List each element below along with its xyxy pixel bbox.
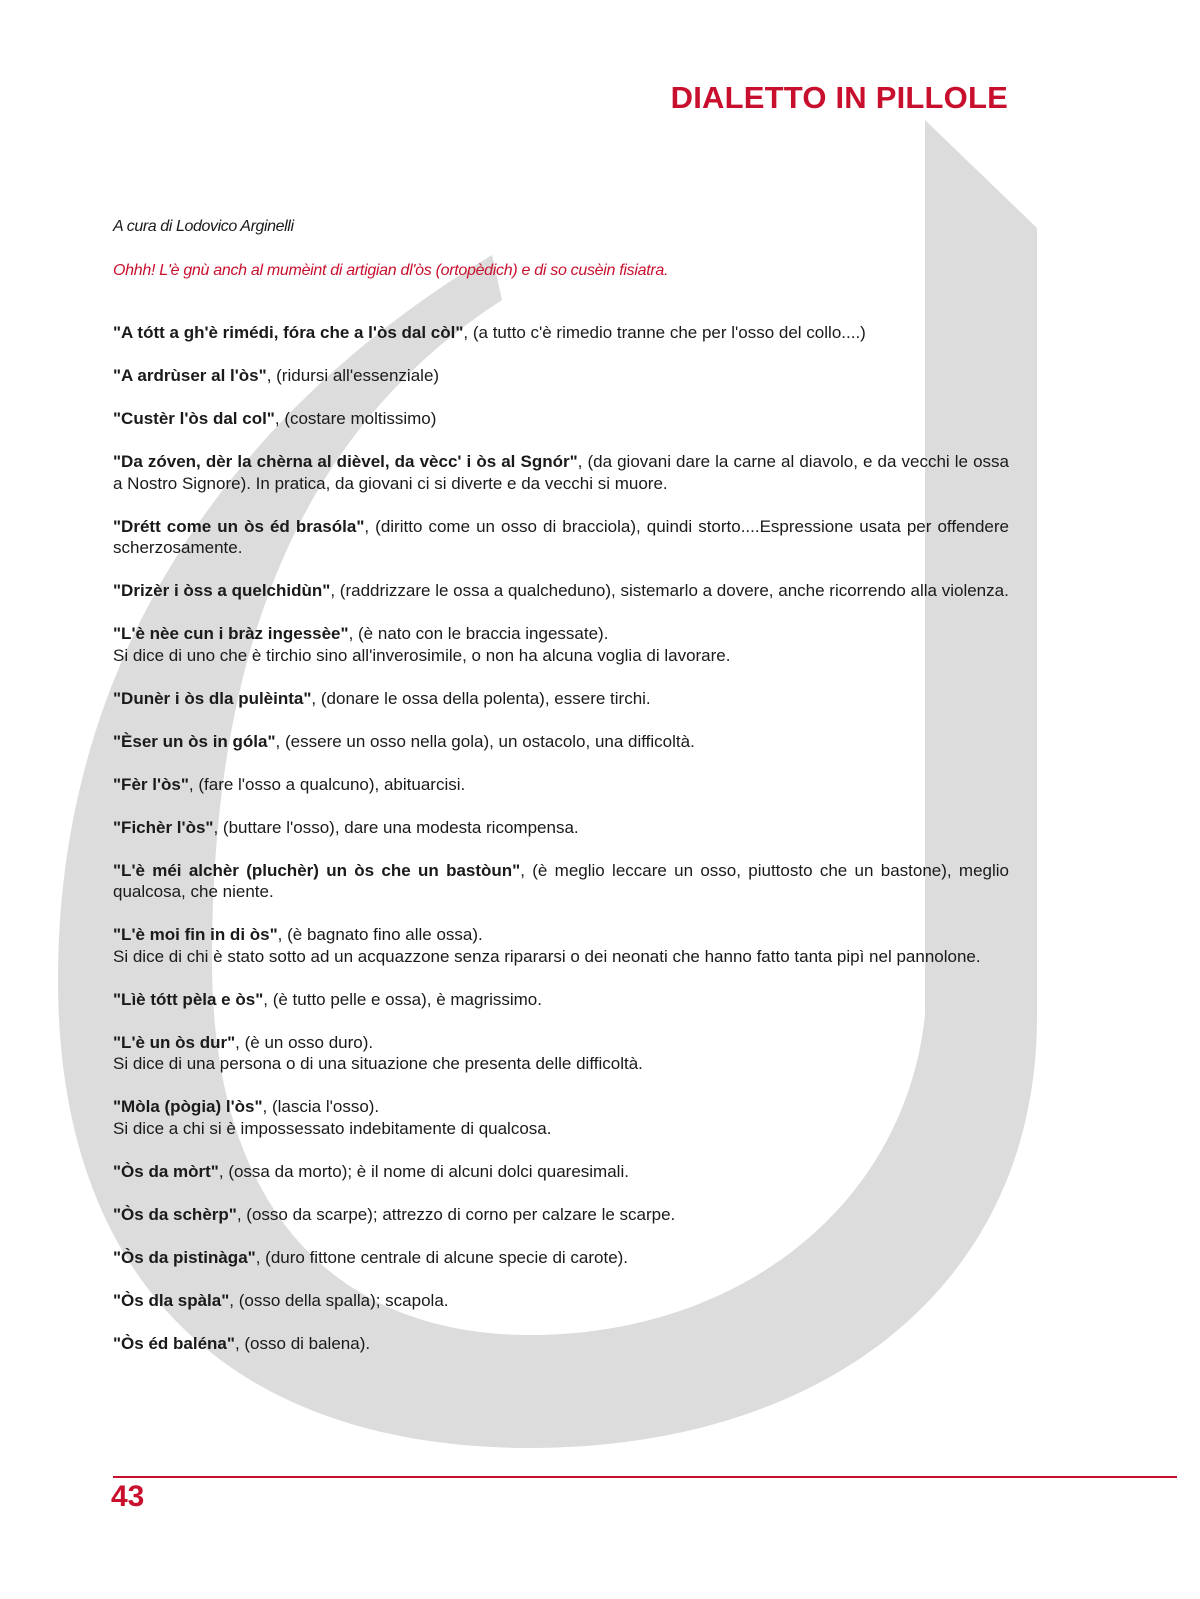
list-item (113, 924, 1009, 967)
list-item (113, 1032, 1009, 1075)
phrase-translation: , (è un osso duro). (235, 1032, 374, 1052)
list-item (113, 1333, 1009, 1355)
phrase-translation: , (osso della spalla); scapola. (229, 1290, 449, 1310)
dialect-phrase: "Dunèr i òs dla pulèinta" (113, 688, 312, 708)
phrase-translation: , (essere un osso nella gola), un ostacolo, una difficoltà. (275, 731, 695, 751)
article-body (113, 218, 1009, 1376)
dialect-phrase: "A ardrùser al l'òs" (113, 366, 267, 385)
list-item (113, 580, 1009, 602)
list-item (113, 408, 1009, 430)
list-item (113, 1204, 1009, 1226)
phrase-translation: , (è nato con le braccia ingessate). (348, 624, 609, 643)
author-line: A cura di Lodovico Arginelli (113, 218, 294, 235)
phrase-translation: , (da giovani dare la carne al diavolo, e da vecchi le ossa a Nostro Signore). In pratica, da giovani ci si diverte e da vecchi si muore. (113, 452, 1009, 493)
dialect-phrase: "Fèr l'òs" (113, 774, 189, 794)
list-item (113, 989, 1009, 1011)
list-item (113, 731, 1009, 753)
phrase-translation: , (è meglio leccare un osso, piuttosto che un bastone), meglio qualcosa, che niente. (113, 860, 1009, 901)
list-item (113, 322, 1009, 344)
phrase-translation: , (a tutto c'è rimedio tranne che per l'osso del collo....) (463, 323, 866, 342)
phrase-explanation: Si dice di chi è stato sotto ad un acquazzone senza ripararsi o dei neonati che hanno fatto tanta pipì nel pannolone. (113, 946, 981, 966)
dialect-phrase: "Fichèr l'òs" (113, 817, 214, 837)
dialect-phrase: "Custèr l'òs dal col" (113, 409, 275, 428)
phrase-explanation: Si dice di una persona o di una situazione che presenta delle difficoltà. (113, 1054, 643, 1073)
dialect-phrase: "Drizèr i òss a quelchidùn" (113, 581, 331, 600)
dialect-phrase: "Lìè tótt pèla e òs" (113, 989, 264, 1009)
list-item (113, 516, 1009, 559)
dialect-phrase: "Òs éd baléna" (113, 1333, 235, 1353)
phrase-explanation: Si dice di uno che è tirchio sino all'inverosimile, o non ha alcuna voglia di lavorare. (113, 645, 731, 665)
dialect-phrase: "Èser un òs in góla" (113, 731, 276, 751)
phrase-translation: , (duro fittone centrale di alcune specie di carote). (255, 1247, 629, 1267)
dialect-phrase: "Da zóven, dèr la chèrna al dièvel, da vècc' i òs al Sgnór" (113, 452, 578, 471)
phrase-translation: , (diritto come un osso di bracciola), quindi storto....Espressione usata per offendere scherzosamente. (113, 516, 1009, 557)
page-title: DIALETTO IN PILLOLE (670, 80, 1008, 115)
dialect-phrase: "L'è moi fin in di òs" (113, 925, 278, 944)
page-number: 43 (111, 1480, 145, 1513)
dialect-phrase: "Òs da pistinàga" (113, 1247, 256, 1267)
dialect-phrase: "L'è méi alchèr (pluchèr) un òs che un bastòun" (113, 860, 521, 880)
list-item (113, 1161, 1009, 1183)
intro-line: Ohhh! L'è gnù anch al mumèint di artigian dl'òs (ortopèdich) e di so cusèin fisiatra. (113, 262, 669, 279)
list-item (113, 1247, 1009, 1269)
list-item (113, 1290, 1009, 1312)
phrase-translation: , (ridursi all'essenziale) (266, 366, 440, 385)
list-item (113, 451, 1009, 494)
phrase-translation: , (è bagnato fino alle ossa). (277, 925, 483, 944)
list-item (113, 623, 1009, 666)
list-item (113, 365, 1009, 387)
dialect-phrase: "Mòla (pògia) l'òs" (113, 1097, 263, 1116)
list-item (113, 860, 1009, 903)
list-item (113, 774, 1009, 796)
phrase-translation: , (osso di balena). (234, 1333, 371, 1353)
entry-list (113, 322, 1009, 1354)
list-item (113, 688, 1009, 710)
phrase-translation: , (lascia l'osso). (262, 1097, 380, 1116)
dialect-phrase: "Òs da schèrp" (113, 1204, 237, 1224)
phrase-translation: , (buttare l'osso), dare una modesta ricompensa. (213, 817, 579, 837)
dialect-phrase: "L'è un òs dur" (113, 1032, 236, 1052)
dialect-phrase: "A tótt a gh'è rimédi, fóra che a l'òs dal còl" (113, 323, 464, 342)
phrase-translation: , (ossa da morto); è il nome di alcuni dolci quaresimali. (218, 1161, 629, 1181)
dialect-phrase: "Òs da mòrt" (113, 1161, 219, 1181)
dialect-phrase: "Òs dla spàla" (113, 1290, 230, 1310)
phrase-translation: , (fare l'osso a qualcuno), abituarcisi. (188, 774, 466, 794)
list-item (113, 817, 1009, 839)
phrase-translation: , (costare moltissimo) (274, 409, 437, 428)
phrase-translation: , (raddrizzare le ossa a qualcheduno), sistemarlo a dovere, anche ricorrendo alla violenza. (330, 581, 1009, 600)
phrase-translation: , (osso da scarpe); attrezzo di corno per calzare le scarpe. (236, 1204, 676, 1224)
phrase-translation: , (donare le ossa della polenta), essere tirchi. (311, 688, 651, 708)
dialect-phrase: "Drétt come un òs éd brasóla" (113, 516, 365, 536)
list-item (113, 1096, 1009, 1139)
phrase-explanation: Si dice a chi si è impossessato indebitamente di qualcosa. (113, 1118, 552, 1138)
dialect-phrase: "L'è nèe cun i bràz ingessèe" (113, 624, 349, 643)
phrase-translation: , (è tutto pelle e ossa), è magrissimo. (263, 989, 542, 1009)
footer-divider (113, 1476, 1177, 1478)
